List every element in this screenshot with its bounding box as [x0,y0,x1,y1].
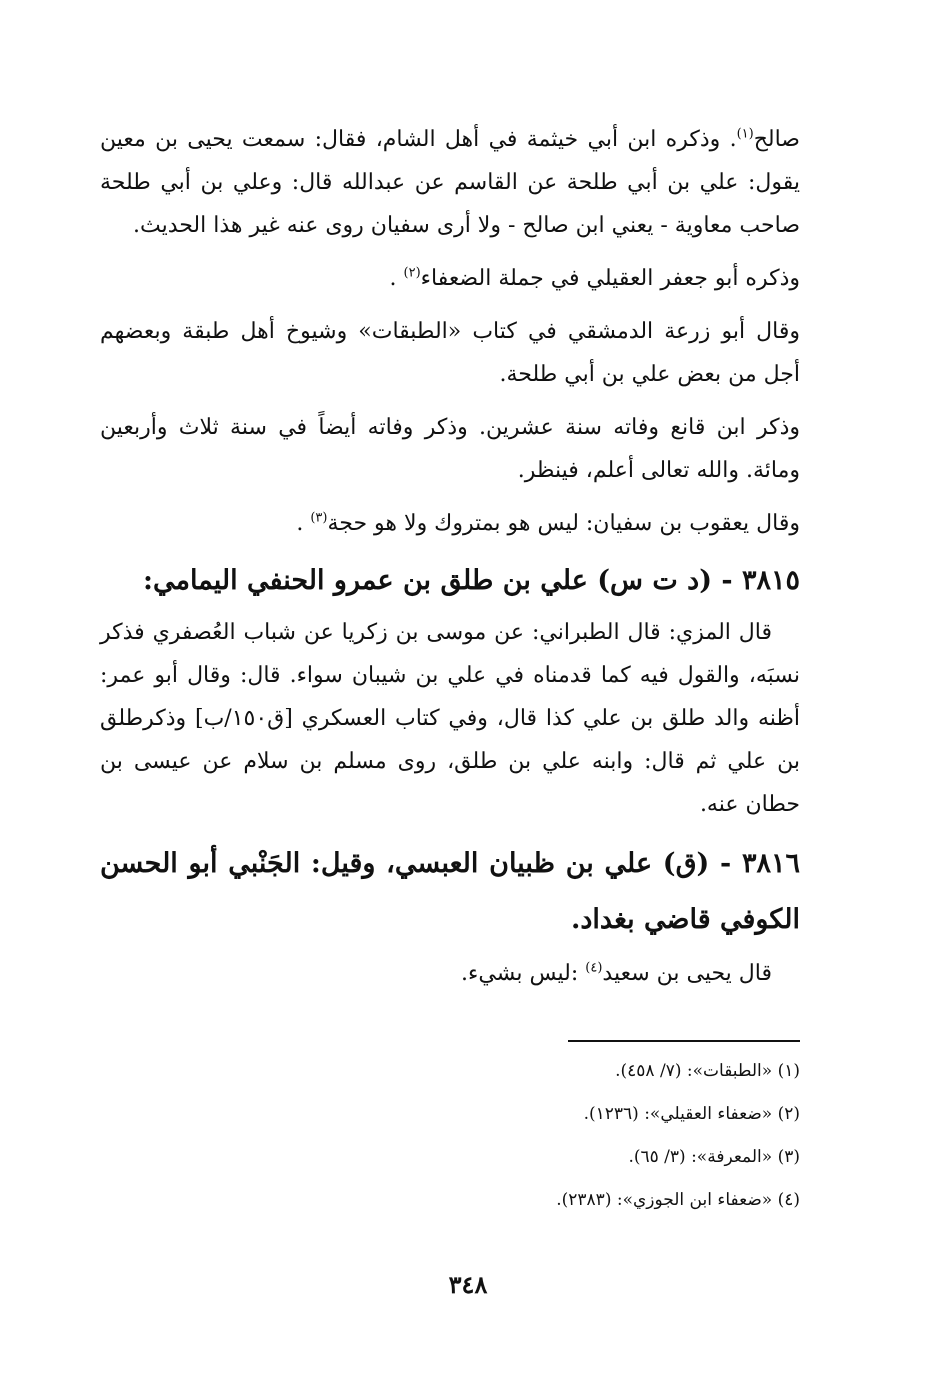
footnote-text: «الطبقات»: (٧/ ٤٥٨). [615,1061,773,1081]
footnote-item [300,1093,800,1136]
paragraph-uqaili [100,257,800,300]
footnote-item [300,1136,800,1179]
footnotes [300,1050,800,1222]
paragraph-text: وذكره أبو جعفر العقيلي في جملة الضعفاء [420,266,800,291]
footnote-number: (٤) [777,1190,800,1210]
paragraph-text: . [296,511,311,536]
footnote-number: (٢) [777,1104,800,1124]
paragraph-text: وقال يعقوب بن سفيان: ليس هو بمتروك ولا هو حجة [327,511,800,536]
footnote-text: «ضعفاء العقيلي»: (١٢٣٦). [583,1104,773,1124]
footnote-text: «ضعفاء ابن الجوزي»: (٢٣٨٣). [556,1190,773,1210]
paragraph-mizzi: قال المزي: قال الطبراني: عن موسى بن زكريا عن شباب العُصفري فذكر نسبَه، والقول فيه كما قدمناه في علي بن شيبان سواء. قال: وقال أبو عمر: أظنه والد طلق بن علي كذا قال، وفي كتاب العسكري [ق١٥٠/ب] وذكرطلق بن علي ثم قال: وابنه علي بن طلق، روى مسلم بن سلام عن عيسى بن حطان عنه. [100,620,800,817]
footnote-text: «المعرفة»: (٣/ ٦٥). [628,1147,773,1167]
paragraph-text: :ليس بشيء. [461,961,586,986]
paragraph-text: قال يحيى بن سعيد [602,961,772,986]
entry-heading-3816: ٣٨١٦ - (ق) علي بن ظبيان العبسي، وقيل: الجَنْبي أبو الحسن الكوفي قاضي بغداد. [100,848,800,935]
paragraph-salih [100,118,800,247]
footnote-marker: (٤) [585,960,603,976]
footnote-number: (٣) [777,1147,800,1167]
footnote-marker: (٢) [403,265,421,281]
paragraph-text: . [389,266,404,291]
footnote-item [300,1179,800,1222]
paragraph-text: . وذكره ابن أبي خيثمة في أهل الشام، فقال: سمعت يحيى بن معين يقول: علي بن أبي طلحة عن القاسم عن عبدالله قال: وعلي بن أبي طلحة صاحب معاوية - يعني ابن صالح - ولا أرى سفيان روى عنه غير هذا الحديث. [100,127,800,238]
paragraph-abu-zura: وقال أبو زرعة الدمشقي في كتاب «الطبقات» وشيوخ أهل طبقة وبعضهم أجل من بعض علي بن أبي طلحة. [100,319,800,387]
footnote-divider [568,1040,800,1042]
paragraph-yaqub [100,502,800,545]
page-body [100,118,800,1005]
footnote-number: (١) [777,1061,800,1081]
footnote-item [300,1050,800,1093]
page-number: ٣٤٨ [448,1270,488,1299]
entry-heading-3815: ٣٨١٥ - (د ت س) علي بن طلق بن عمرو الحنفي اليمامي: [143,565,800,596]
paragraph-text: صالح [753,127,800,152]
paragraph-yahya [100,952,800,995]
footnote-marker: (٣) [310,510,328,526]
paragraph-ibn-qani: وذكر ابن قانع وفاته سنة عشرين. وذكر وفاته أيضاً في سنة ثلاث وأربعين ومائة. والله تعالى أعلم، فينظر. [100,415,800,483]
footnote-marker: (١) [736,126,754,142]
